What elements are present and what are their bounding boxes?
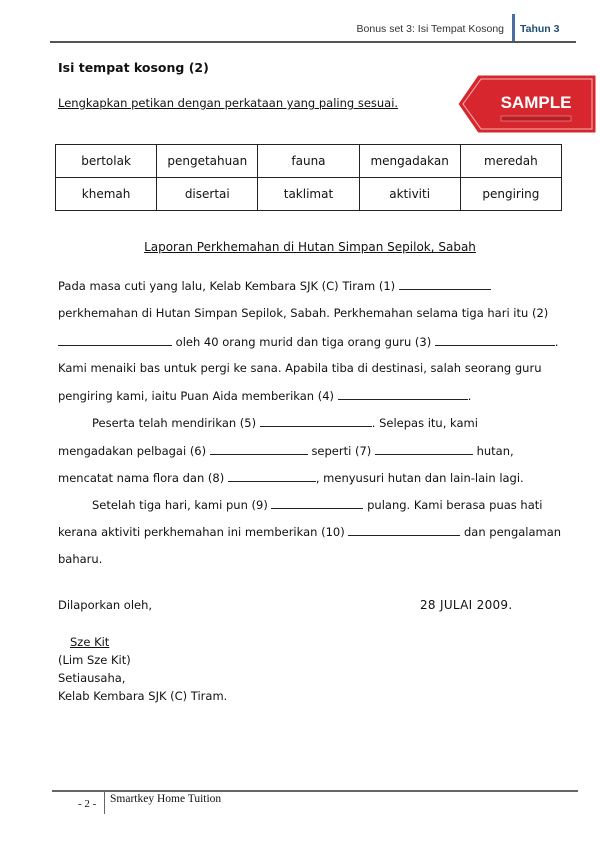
blank-4[interactable] (338, 388, 468, 400)
passage-line (58, 334, 559, 349)
header-divider (512, 14, 515, 42)
full-name: (Lim Sze Kit) (58, 653, 131, 667)
passage-text: , menyusuri hutan dan lain-lain lagi. (315, 471, 524, 485)
word-bank-table (55, 144, 562, 211)
signature: Sze Kit (70, 635, 110, 649)
passage-text: dan pengalaman (464, 525, 562, 539)
blank-8[interactable] (228, 470, 316, 482)
report-title: Laporan Perkhemahan di Hutan Simpan Sepilok, Sabah (144, 240, 476, 254)
passage-text: perkhemahan di Hutan Simpan Sepilok, Sabah. Perkhemahan selama tiga hari itu (2) (58, 306, 549, 320)
passage-text: Peserta telah mendirikan (5) (92, 416, 257, 430)
table-row (56, 178, 562, 211)
header-rule (50, 41, 576, 43)
word-cell: bertolak (56, 145, 157, 178)
header-year-label: Tahun 3 (520, 23, 560, 35)
page-number: - 2 - (78, 798, 97, 810)
header-set-label: Bonus set 3: Isi Tempat Kosong (356, 23, 504, 35)
word-cell: aktiviti (359, 178, 460, 211)
passage-text: . (554, 335, 559, 349)
footer-divider (104, 790, 105, 814)
blank-7[interactable] (375, 443, 473, 455)
word-cell: meredah (460, 145, 561, 178)
passage-text: hutan, (476, 444, 514, 458)
passage-line (92, 415, 478, 430)
blank-1[interactable] (399, 278, 491, 290)
passage-line (58, 552, 102, 566)
reported-by: Dilaporkan oleh, (58, 598, 153, 612)
footer-name: Smartkey Home Tuition (110, 793, 222, 805)
blank-10[interactable] (348, 524, 460, 536)
word-cell: khemah (56, 178, 157, 211)
position: Setiausaha, (58, 671, 126, 685)
passage-text: baharu. (58, 552, 103, 566)
passage-text: mengadakan pelbagai (6) (58, 444, 207, 458)
blank-6[interactable] (210, 443, 308, 455)
word-cell: fauna (258, 145, 359, 178)
club-name: Kelab Kembara SJK (C) Tiram. (58, 689, 228, 703)
word-cell: disertai (157, 178, 258, 211)
word-cell: pengiring (460, 178, 561, 211)
word-cell: mengadakan (359, 145, 460, 178)
passage-text: Kami menaiki bas untuk pergi ke sana. Apabila tiba di destinasi, salah seorang guru (58, 361, 542, 375)
instruction: Lengkapkan petikan dengan perkataan yang paling sesuai. (58, 96, 399, 110)
passage-line (58, 470, 524, 485)
stamp-text: SAMPLE (500, 93, 572, 112)
passage-text: oleh 40 orang murid dan tiga orang guru (3) (175, 335, 432, 349)
report-date: 28 JULAI 2009. (420, 598, 513, 612)
passage-text: pulang. Kami berasa puas hati (367, 498, 543, 512)
passage-line (92, 497, 542, 512)
passage-line (58, 388, 471, 403)
passage-text: pengiring kami, iaitu Puan Aida memberikan (4) (58, 389, 335, 403)
passage-line (58, 278, 491, 293)
passage-line (58, 443, 514, 458)
passage-text: . Selepas itu, kami (371, 416, 478, 430)
blank-2[interactable] (58, 334, 172, 346)
passage-text: . (467, 389, 472, 403)
blank-3[interactable] (435, 334, 555, 346)
table-row (56, 145, 562, 178)
blank-9[interactable] (271, 497, 363, 509)
passage-text: Setelah tiga hari, kami pun (9) (92, 498, 268, 512)
sample-stamp-icon (456, 73, 596, 135)
passage-text: mencatat nama flora dan (8) (58, 471, 225, 485)
passage-text: seperti (7) (311, 444, 372, 458)
page-title: Isi tempat kosong (2) (58, 60, 209, 75)
passage-text: kerana aktiviti perkhemahan ini memberikan (10) (58, 525, 345, 539)
passage-line (58, 306, 548, 320)
word-cell: taklimat (258, 178, 359, 211)
passage-text: Pada masa cuti yang lalu, Kelab Kembara SJK (C) Tiram (1) (58, 279, 396, 293)
word-cell: pengetahuan (157, 145, 258, 178)
passage-line (58, 361, 541, 375)
passage-line (58, 524, 561, 539)
blank-5[interactable] (260, 415, 372, 427)
footer-rule (52, 790, 578, 792)
